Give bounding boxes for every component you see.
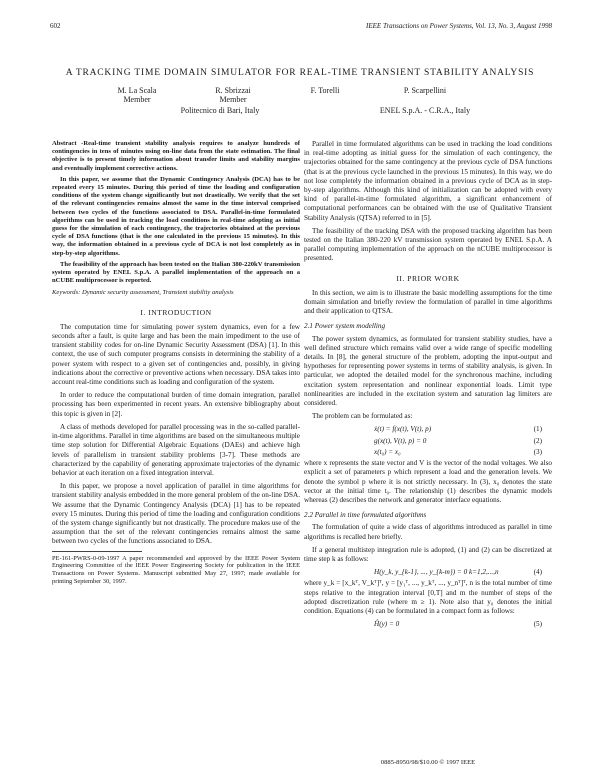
author-name: P. Scarpellini <box>403 86 447 95</box>
equation-text: H(y_k, y_{k-1}, ..., y_{k-m}) = 0 k=1,2,...,n <box>374 568 499 577</box>
body-paragraph: where x represents the state vector and V is the vector of the nodal voltages. We also explicit a set of parameters p which represent a load and the generation levels. We denote the symbol p where it is not strictly necessary. In (3), x₀ denotes the state vector at the initial time t₀. The relationship (1) describes the dynamic models whereas (2) describes the network and generator interface equations. <box>304 459 552 504</box>
body-paragraph: A class of methods developed for parallel processing was in the so-called parallel-in-time algorithms. Parallel in time algorithms are based on the simultaneous multiple time step solution for Differential Algebraic Equations (DAEs) and achieve high levels of parallelism in transient stability problems [3-7]. These methods are characterized by the capability of generating approximate trajectories of the dynamic behavior at each iteration on a fixed integration interval. <box>52 422 300 477</box>
equation-number: (4) <box>533 568 542 577</box>
left-column <box>52 140 300 586</box>
body-paragraph: Parallel in time formulated algorithms can be used in tracking the load conditions in real-time adopting as initial guess for the simulation of each contingency, the trajectories obtained for the same contingency at the previous cycle of DSA functions (that is at the previous cycle launched in the previous 15 minutes). In this way, we do not lose completely the information obtained in a previous cycle of DCA as in step-by-step algorithms. Although this kind of initialization can be adopted with every kind of parallel-in-time formulated algorithm, a significant enhancement of computational performances can be obtained with the use of Qualitative Transient Stability Analysis (QTSA) referred to in [5]. <box>304 140 552 222</box>
author-3 <box>290 86 360 95</box>
paper-title: A TRACKING TIME DOMAIN SIMULATOR FOR REAL-TIME TRANSIENT STABILITY ANALYSIS <box>65 68 535 78</box>
body-paragraph: The computation time for simulating power system dynamics, even for a few seconds after a fault, is quite large and has been the main impediment to the use of transient stability codes for on-line Dynamic Security Assessment (DSA) [1]. In this context, the use of such computer programs consists in determining the stability of a power system with respect to a given set of contingencies and, possibly, in giving indications about the corrective or preventive actions when necessary. DSA takes into account real-time conditions such as loading and configuration of the system. <box>52 322 300 387</box>
equation-4 <box>304 568 552 577</box>
body-paragraph: The feasibility of the tracking DSA with the proposed tracking algorithm has been tested on the Italian 380-220 kV transmission system operated by ENEL S.p.A. A parallel computing implementation of the approach on the nCUBE multiprocessor is presented. <box>304 226 552 263</box>
subsection-heading-modelling: 2.1 Power system modelling <box>304 322 386 331</box>
equation-3 <box>304 448 552 457</box>
body-paragraph: If a general multistep integration rule is adopted, (1) and (2) can be discretized at time step k as follows: <box>304 545 552 563</box>
author-role: Member <box>123 95 151 104</box>
copyright-line: 0885-8950/98/$10.00 © 1997 IEEE <box>380 759 476 766</box>
abstract-paragraph: In this paper, we assume that the Dynamic Contingency Analysis (DCA) has to be repeated every 15 minutes. During this period of time the loading and configuration conditions of the system change significantly but not drastically. We verify that the set of the relevant contingencies remains almost the same in the time interval comprised between two cycles of the functions associated to DSA. Parallel-in-time formulated algorithms can be used in tracking the load conditions in real-time adopting as initial guess for the simulation of each contingency, the trajectories obtained at the previous cycle of DSA functions (that is the one calculated in the previous 15 minutes). In this way, the information obtained in a previous cycle of DCA is not lost completely as in step-by-step algorithms. <box>52 175 300 257</box>
footnote-divider <box>52 551 142 552</box>
equation-text: x(t₀) = x₀ <box>374 447 401 456</box>
equation-text: g(x(t), V(t), p) = 0 <box>374 436 427 445</box>
author-name: M. La Scala <box>117 86 157 95</box>
equation-number: (1) <box>533 425 542 434</box>
keywords: Keywords: Dynamic security assessment, Transient stability analysis <box>52 289 234 297</box>
equation-5 <box>304 620 552 629</box>
equation-text: Ĥ(y) = 0 <box>374 620 400 629</box>
abstract-paragraph: Abstract -Real-time transient stability analysis requires to analyze hundreds of contingencies in tens of minutes using on-line data from the state estimation. The final objective is to present timely information about transfer limits and stability margins and eventually implement corrective actions. <box>52 140 300 172</box>
footnote: PE-161-PWRS-0-09-1997 A paper recommended and approved by the IEEE Power System Engineering Committee of the IEEE Power Engineering Society for publication in the IEEE Transactions on Power Systems. Manuscript submitted May 27, 1997; made available for printing September 30, 1997. <box>52 554 300 585</box>
author-role: Member <box>219 95 247 104</box>
author-4 <box>380 86 470 95</box>
body-paragraph: In this paper, we propose a novel application of parallel in time algorithms for transient stability analysis embedded in the more general problem of the on-line DSA. We assume that the Dynamic Contingency Analysis (DCA) [1] has to be repeated every 15 minutes. During this period of time the loading and configuration conditions of the system change significantly but not drastically. The procedure makes use of the assumption that the set of the relevant contingencies remains almost the same between two cycles of the functions associated to DSA. <box>52 482 300 546</box>
body-paragraph: In this section, we aim is to illustrate the basic modelling assumptions for the time domain simulation and briefly review the formulation of parallel in time algorithms and their application to QTSA. <box>304 288 552 316</box>
equation-number: (5) <box>533 620 542 629</box>
body-paragraph: The formulation of quite a wide class of algorithms introduced as parallel in time algorithms is recalled here briefly. <box>304 523 552 541</box>
author-block <box>80 86 520 126</box>
equation-number: (3) <box>533 447 542 456</box>
body-paragraph: where y_k = [x_kᵀ, V_kᵀ]ᵀ, y = [y₁ᵀ, ..., y_kᵀ, ..., y_nᵀ]ᵀ, n is the total number of time steps relative to the integration interval [0,T] and m the number of steps of the adopted discretization rule (where m ≥ 1). Note also that y₀ denotes the initial condition. Equations (4) can be formulated in a compact form as follows: <box>304 579 552 615</box>
page-number: 602 <box>50 22 61 30</box>
author-name: R. Sbrizzai <box>215 86 251 95</box>
equation-text: ẋ(t) = f(x(t), V(t), p) <box>374 425 432 434</box>
abstract <box>52 140 300 285</box>
section-heading-introduction: I. INTRODUCTION <box>140 307 212 317</box>
body-paragraph: The power system dynamics, as formulated for transient stability studies, have a well defined structure which remains valid over a wide range of specific modelling details. In [8], the general structure of the problem, adopting the input-output and hypotheses for representing power systems in terms of stability analysis, is given. In particular, we adopted the detailed model for the synchronous machine, including excitation system representation and nonlinear exponential loads. Limit type nonlinearities are included in the excitation system and saturation lag limiters are considered. <box>304 334 552 408</box>
equation-1 <box>304 425 552 434</box>
running-header <box>50 22 552 34</box>
section-heading-prior-work: II. PRIOR WORK <box>396 273 460 283</box>
author-1 <box>102 86 172 104</box>
right-column <box>304 140 552 631</box>
affiliation-enel: ENEL S.p.A. - C.R.A., Italy <box>379 106 471 115</box>
equation-2 <box>304 437 552 446</box>
journal-citation: IEEE Transactions on Power Systems, Vol. 13, No. 3, August 1998 <box>366 22 552 30</box>
author-name: F. Torelli <box>310 86 340 95</box>
abstract-paragraph: The feasibility of the approach has been tested on the Italian 380-220kV transmission system operated by ENEL S.p.A. A parallel implementation of the approach on a nCUBE multiprocessor is reported. <box>52 260 300 285</box>
author-2 <box>198 86 268 104</box>
body-paragraph: The problem can be formulated as: <box>312 412 413 421</box>
subsection-heading-parallel: 2.2 Parallel in time formulated algorithms <box>304 511 427 520</box>
body-paragraph: In order to reduce the computational burden of time domain integration, parallel processing has been experimented in recent years. An extensive bibliography about this topic is given in [2]. <box>52 391 300 418</box>
affiliation-politecnico: Politecnico di Bari, Italy <box>180 106 260 115</box>
equation-number: (2) <box>533 436 542 445</box>
